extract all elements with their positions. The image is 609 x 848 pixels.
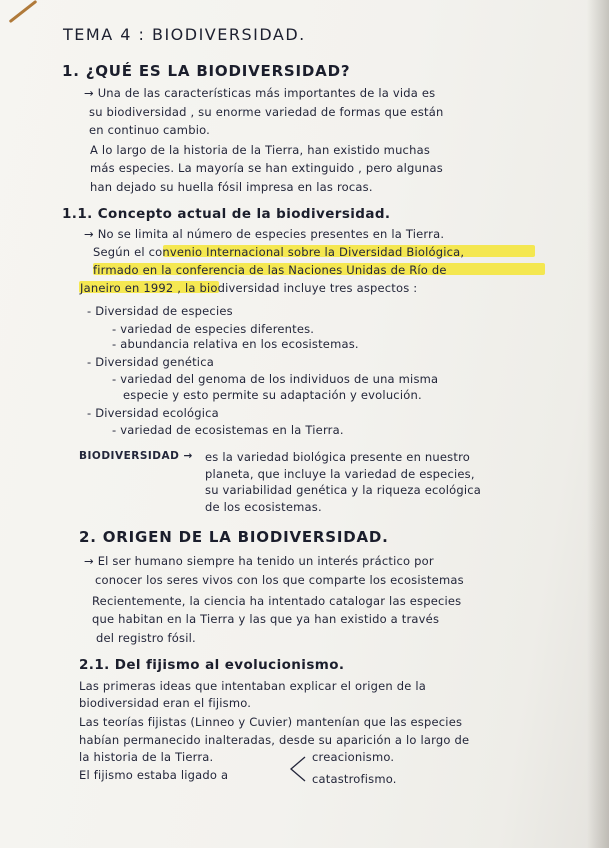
bullet-item: - Diversidad ecológica [87, 406, 219, 420]
bullet-item: - variedad de especies diferentes. [112, 322, 315, 336]
section-1-heading: 1. ¿QUÉ ES LA BIODIVERSIDAD? [62, 62, 351, 80]
branch-item: catastrofismo. [312, 772, 397, 786]
section-1-1-line: Según el convenio Internacional sobre la Diversidad Biológica, [93, 245, 465, 259]
section-2-1-line: El fijismo estaba ligado a [79, 768, 229, 782]
page-edge-shadow [587, 0, 609, 848]
definition-label: BIODIVERSIDAD → [79, 450, 193, 462]
section-2-line: que habitan en la Tierra y las que ya han existido a través [92, 612, 440, 626]
section-1-line: más especies. La mayoría se han extinguido , pero algunas [90, 161, 443, 175]
page-title: TEMA 4 : BIODIVERSIDAD. [63, 25, 306, 44]
bullet-item: especie y esto permite su adaptación y evolución. [123, 388, 422, 402]
branch-brace-icon [285, 755, 307, 783]
section-1-line: han dejado su huella fósil impresa en las rocas. [90, 180, 373, 194]
section-2-line: Recientemente, la ciencia ha intentado catalogar las especies [92, 594, 462, 608]
section-1-line: → Una de las características más importantes de la vida es [84, 86, 436, 100]
section-1-1-line: firmado en la conferencia de las Naciones Unidas de Río de [93, 263, 447, 277]
bullet-item: - Diversidad genética [87, 355, 214, 369]
section-2-1-line: Las teorías fijistas (Linneo y Cuvier) mantenían que las especies [79, 715, 463, 729]
section-1-line: A lo largo de la historia de la Tierra, han existido muchas [90, 143, 431, 157]
definition-line: planeta, que incluye la variedad de especies, [205, 467, 475, 481]
bullet-item: - abundancia relativa en los ecosistemas. [112, 337, 359, 351]
section-2-1-heading: 2.1. Del fijismo al evolucionismo. [79, 657, 345, 673]
section-1-1-heading: 1.1. Concepto actual de la biodiversidad. [62, 206, 391, 222]
section-2-line: → El ser humano siempre ha tenido un interés práctico por [84, 554, 434, 568]
branch-item: creacionismo. [312, 750, 395, 764]
definition-line: de los ecosistemas. [205, 500, 322, 514]
section-1-line: en continuo cambio. [89, 123, 210, 137]
section-2-heading: 2. ORIGEN DE LA BIODIVERSIDAD. [79, 528, 389, 546]
section-2-1-line: habían permanecido inalteradas, desde su aparición a lo largo de [79, 733, 470, 747]
section-2-line: conocer los seres vivos con los que comparte los ecosistemas [95, 573, 464, 587]
section-1-1-line: → No se limita al número de especies presentes en la Tierra. [84, 227, 445, 241]
definition-line: su variabilidad genética y la riqueza ecológica [205, 483, 482, 497]
bullet-item: - variedad de ecosistemas en la Tierra. [112, 423, 344, 437]
section-2-1-line: Las primeras ideas que intentaban explicar el origen de la [79, 679, 427, 693]
section-2-1-line: biodiversidad eran el fijismo. [79, 696, 252, 710]
bullet-item: - variedad del genoma de los individuos de una misma [112, 372, 439, 386]
section-2-1-line: la historia de la Tierra. [79, 750, 214, 764]
definition-line: es la variedad biológica presente en nuestro [205, 450, 470, 464]
section-1-line: su biodiversidad , su enorme variedad de formas que están [89, 105, 444, 119]
bullet-item: - Diversidad de especies [87, 304, 233, 318]
pen-mark [9, 0, 38, 23]
section-2-line: del registro fósil. [96, 631, 196, 645]
section-1-1-line: Janeiro en 1992 , la biodiversidad incluye tres aspectos : [80, 281, 418, 295]
